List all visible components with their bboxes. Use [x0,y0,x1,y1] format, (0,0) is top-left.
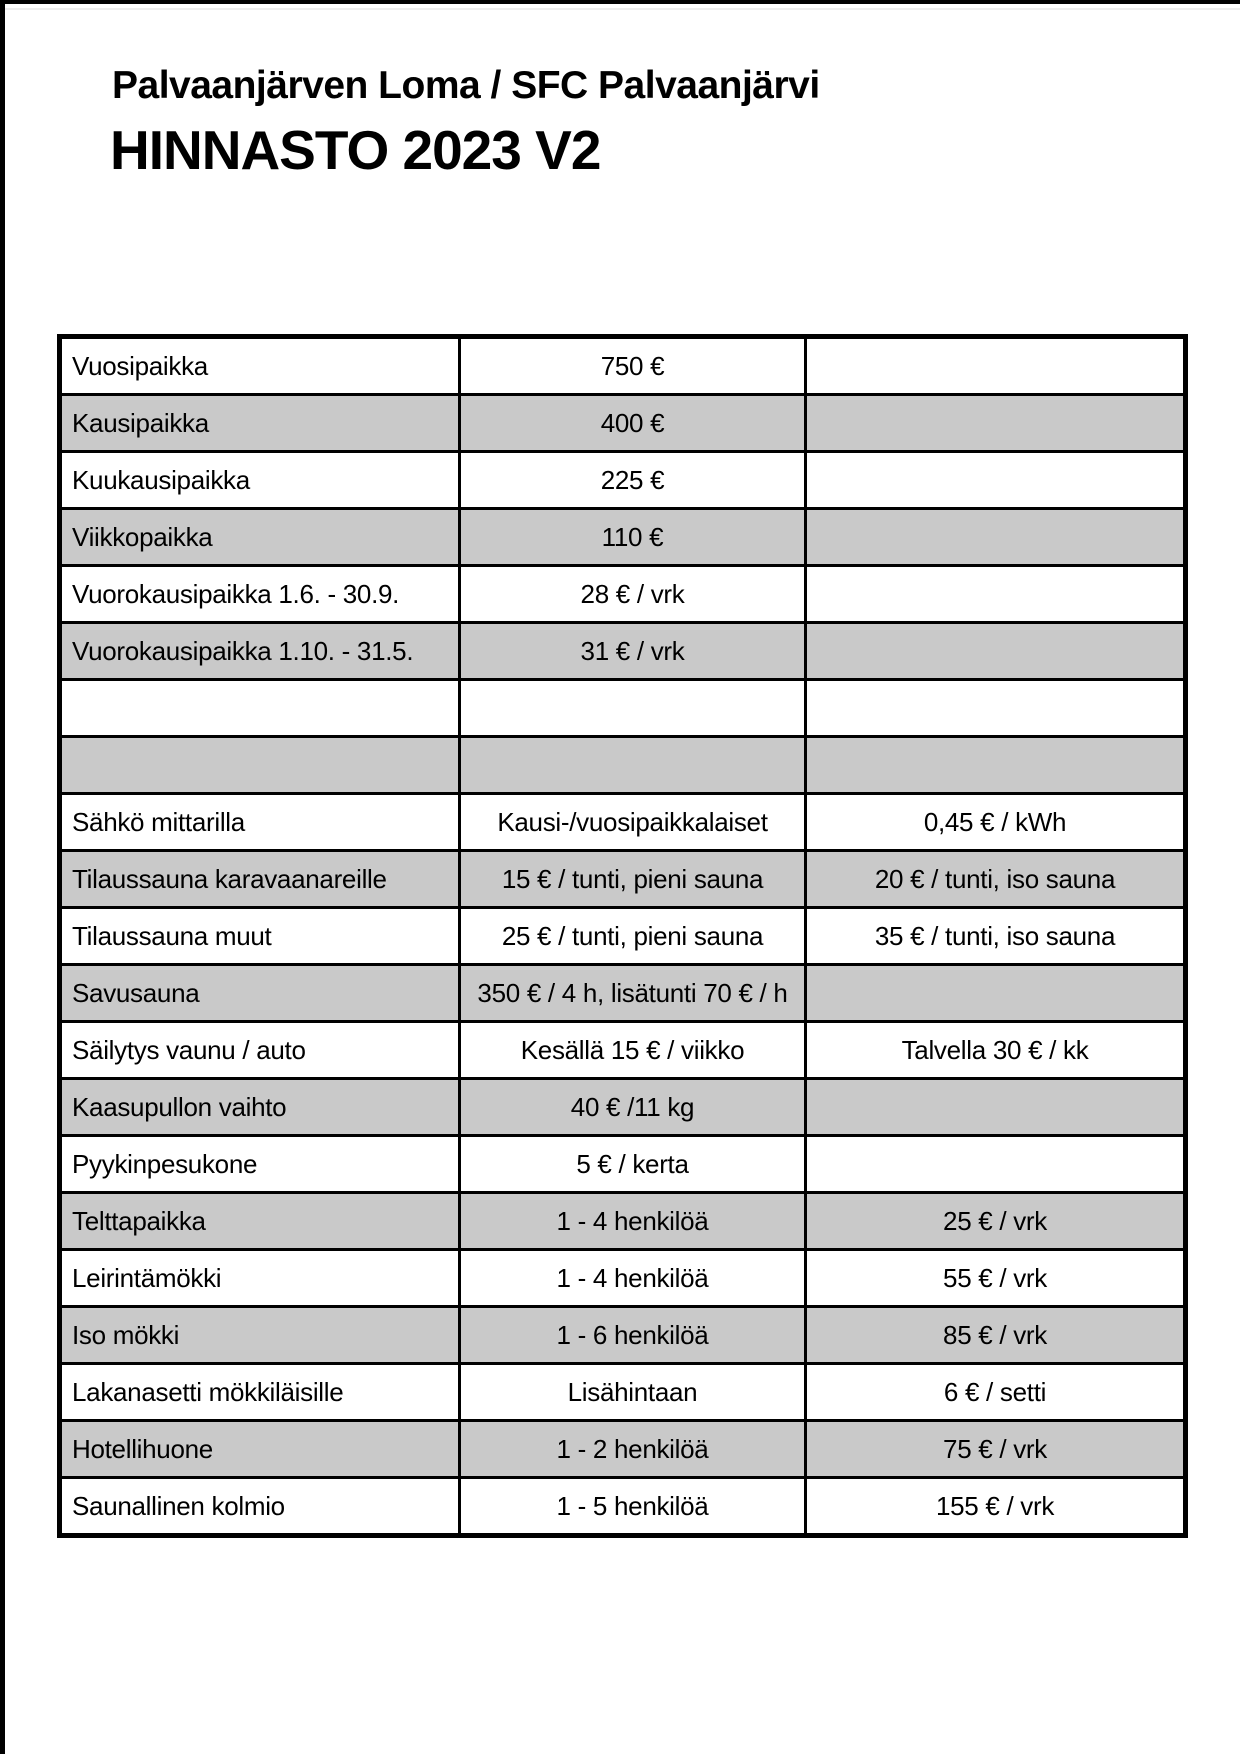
price-table-row [60,1193,1186,1250]
detail-cell: 1 - 5 henkilöä [460,1478,806,1536]
item-cell: Vuosipaikka [60,337,460,395]
detail-cell: 1 - 4 henkilöä [460,1193,806,1250]
price-cell: 55 € / vrk [806,1250,1186,1307]
document-title: Palvaanjärven Loma / SFC Palvaanjärvi [112,64,820,107]
document-subtitle-pricelist: HINNASTO 2023 V2 [110,119,601,181]
price-cell [806,452,1186,509]
item-cell: Pyykinpesukone [60,1136,460,1193]
price-table-row [60,851,1186,908]
price-cell: 25 € / vrk [806,1193,1186,1250]
price-table-row [60,794,1186,851]
item-cell: Viikkopaikka [60,509,460,566]
item-cell: Hotellihuone [60,1421,460,1478]
item-cell [60,737,460,794]
item-cell: Iso mökki [60,1307,460,1364]
price-table-row [60,452,1186,509]
item-cell: Tilaussauna muut [60,908,460,965]
item-cell: Savusauna [60,965,460,1022]
detail-cell [460,680,806,737]
price-table-row [60,1079,1186,1136]
price-cell [806,337,1186,395]
item-cell: Kausipaikka [60,395,460,452]
detail-cell: 1 - 6 henkilöä [460,1307,806,1364]
item-cell: Leirintämökki [60,1250,460,1307]
detail-cell [460,737,806,794]
item-cell: Saunallinen kolmio [60,1478,460,1536]
price-cell: 75 € / vrk [806,1421,1186,1478]
item-cell: Vuorokausipaikka 1.10. - 31.5. [60,623,460,680]
price-table-row [60,1364,1186,1421]
item-cell: Tilaussauna karavaanareille [60,851,460,908]
detail-cell: 15 € / tunti, pieni sauna [460,851,806,908]
detail-cell: 40 € /11 kg [460,1079,806,1136]
item-cell: Kaasupullon vaihto [60,1079,460,1136]
price-cell: 20 € / tunti, iso sauna [806,851,1186,908]
scan-border-top [0,0,1240,4]
price-table-row [60,337,1186,395]
price-cell: 85 € / vrk [806,1307,1186,1364]
price-cell: 0,45 € / kWh [806,794,1186,851]
price-table-row [60,908,1186,965]
detail-cell: 25 € / tunti, pieni sauna [460,908,806,965]
price-cell [806,509,1186,566]
price-cell [806,680,1186,737]
detail-cell: 225 € [460,452,806,509]
price-cell: 155 € / vrk [806,1478,1186,1536]
price-cell [806,965,1186,1022]
price-table-row [60,1136,1186,1193]
price-table-row [60,680,1186,737]
price-cell [806,1079,1186,1136]
price-table-row [60,566,1186,623]
price-table-row [60,395,1186,452]
price-cell: 35 € / tunti, iso sauna [806,908,1186,965]
price-table-row [60,1421,1186,1478]
detail-cell: Lisähintaan [460,1364,806,1421]
detail-cell: 750 € [460,337,806,395]
price-table-row [60,1022,1186,1079]
item-cell: Telttapaikka [60,1193,460,1250]
item-cell: Kuukausipaikka [60,452,460,509]
item-cell [60,680,460,737]
price-cell: Talvella 30 € / kk [806,1022,1186,1079]
scan-border-left [0,0,5,1754]
price-table-row [60,1478,1186,1536]
price-table-row [60,509,1186,566]
price-table [57,334,1188,1538]
price-cell [806,395,1186,452]
detail-cell: 1 - 4 henkilöä [460,1250,806,1307]
detail-cell: Kausi-/vuosipaikkalaiset [460,794,806,851]
detail-cell: 400 € [460,395,806,452]
detail-cell: 31 € / vrk [460,623,806,680]
detail-cell: 5 € / kerta [460,1136,806,1193]
price-cell [806,737,1186,794]
item-cell: Sähkö mittarilla [60,794,460,851]
detail-cell: 110 € [460,509,806,566]
price-cell [806,623,1186,680]
detail-cell: 1 - 2 henkilöä [460,1421,806,1478]
detail-cell: Kesällä 15 € / viikko [460,1022,806,1079]
item-cell: Lakanasetti mökkiläisille [60,1364,460,1421]
scan-border-top-faint [0,8,1240,10]
price-cell [806,1136,1186,1193]
price-cell: 6 € / setti [806,1364,1186,1421]
item-cell: Säilytys vaunu / auto [60,1022,460,1079]
price-cell [806,566,1186,623]
price-table-row [60,1307,1186,1364]
price-table-body [60,337,1186,1536]
price-table-row [60,965,1186,1022]
item-cell: Vuorokausipaikka 1.6. - 30.9. [60,566,460,623]
price-table-row [60,623,1186,680]
detail-cell: 350 € / 4 h, lisätunti 70 € / h [460,965,806,1022]
detail-cell: 28 € / vrk [460,566,806,623]
price-table-row [60,737,1186,794]
price-table-row [60,1250,1186,1307]
